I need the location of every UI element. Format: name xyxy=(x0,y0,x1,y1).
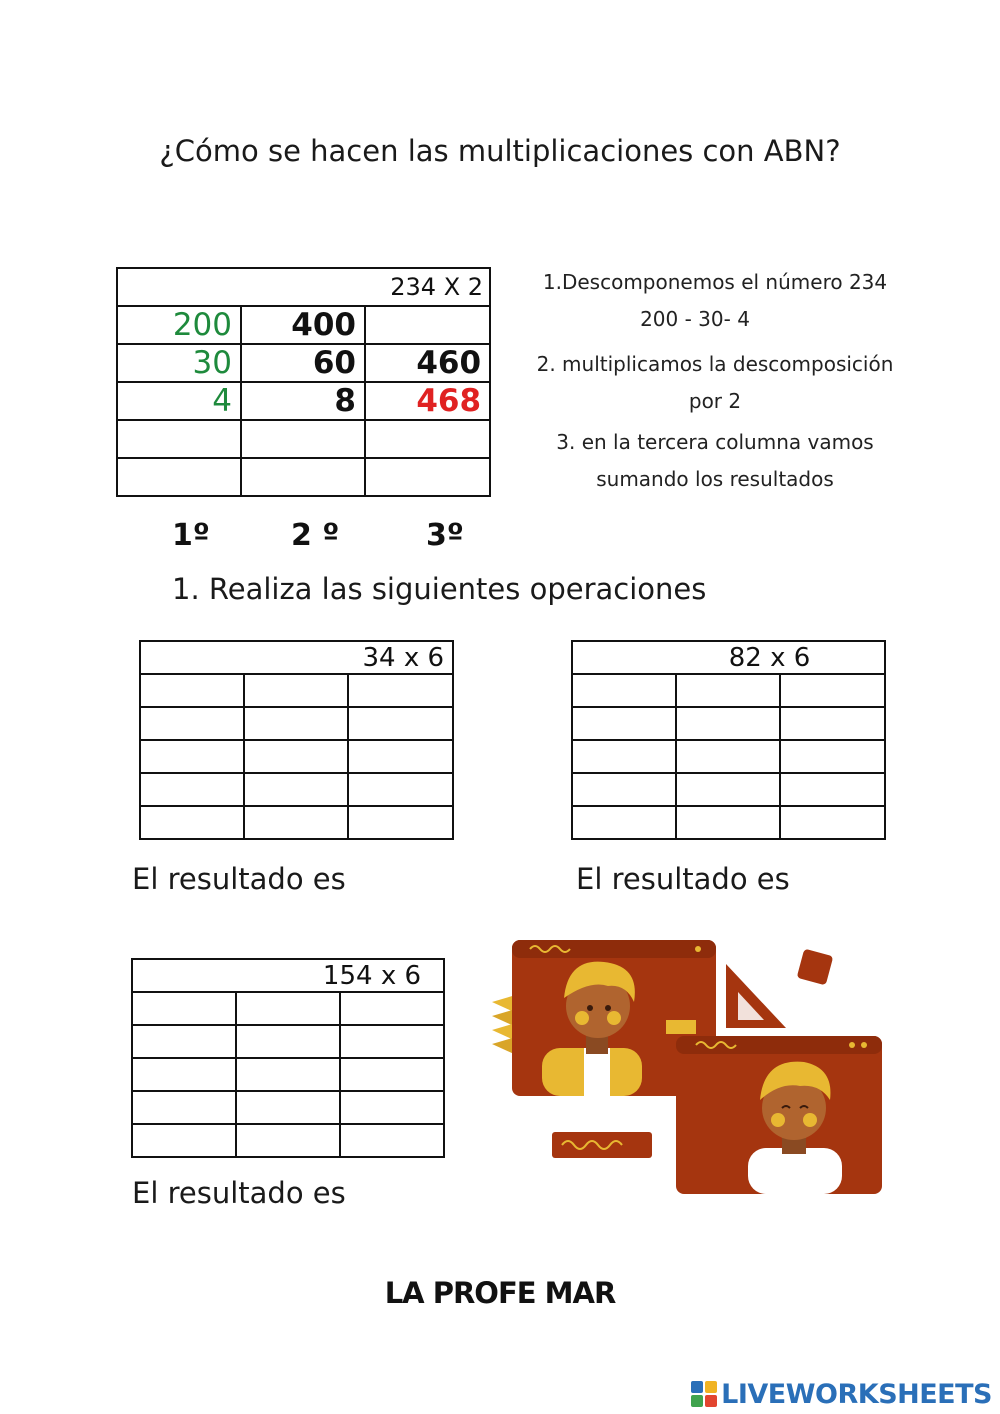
column-label-2: 2 º xyxy=(291,518,340,553)
floating-square-icon xyxy=(797,949,834,986)
wave-tag-shape xyxy=(552,1132,652,1158)
step-3-line-2: sumando los resultados xyxy=(596,467,834,491)
empty-cell xyxy=(365,458,490,496)
ruler-triangle-icon xyxy=(726,964,786,1028)
decomposition-cell: 30 xyxy=(117,344,241,382)
table-row xyxy=(117,382,490,420)
exercise-table-2 xyxy=(571,640,886,840)
answer-cell[interactable] xyxy=(780,707,885,740)
brand-name: LIVEWORKSHEETS xyxy=(721,1378,992,1410)
exercise-operation: 154 x 6 xyxy=(132,959,444,992)
table-row xyxy=(132,992,444,1025)
step-2-line-2: por 2 xyxy=(688,389,742,413)
answer-cell[interactable] xyxy=(140,806,244,839)
answer-cell[interactable] xyxy=(572,674,676,707)
video-call-illustration xyxy=(486,936,886,1198)
answer-cell[interactable] xyxy=(132,1025,236,1058)
answer-cell[interactable] xyxy=(236,1124,340,1157)
author-footer: LA PROFE MAR xyxy=(384,1276,616,1310)
step-1-line-2: 200 - 30- 4 xyxy=(640,307,750,331)
table-row xyxy=(140,740,453,773)
example-operation: 234 X 2 xyxy=(117,268,490,306)
answer-cell[interactable] xyxy=(348,806,453,839)
table-row xyxy=(572,740,885,773)
sum-cell: 460 xyxy=(365,344,490,382)
answer-cell[interactable] xyxy=(676,773,780,806)
answer-cell[interactable] xyxy=(340,1124,444,1157)
answer-cell[interactable] xyxy=(780,674,885,707)
empty-cell xyxy=(117,420,241,458)
answer-cell[interactable] xyxy=(340,1091,444,1124)
answer-cell[interactable] xyxy=(236,1025,340,1058)
decomposition-cell: 200 xyxy=(117,306,241,344)
answer-cell[interactable] xyxy=(244,674,348,707)
tag-shape xyxy=(666,1020,696,1034)
empty-cell xyxy=(241,458,365,496)
product-cell: 60 xyxy=(241,344,365,382)
column-label-1: 1º xyxy=(172,518,210,553)
answer-cell[interactable] xyxy=(132,992,236,1025)
answer-cell[interactable] xyxy=(348,773,453,806)
exercise-title: 1. Realiza las siguientes operaciones xyxy=(172,572,707,606)
exercise-table-1 xyxy=(139,640,454,840)
answer-cell[interactable] xyxy=(572,773,676,806)
answer-cell[interactable] xyxy=(140,773,244,806)
answer-cell[interactable] xyxy=(780,806,885,839)
table-row xyxy=(117,458,490,496)
table-row xyxy=(132,1058,444,1091)
answer-cell[interactable] xyxy=(244,806,348,839)
column-label-3: 3º xyxy=(426,518,464,553)
answer-cell[interactable] xyxy=(676,740,780,773)
answer-cell[interactable] xyxy=(348,740,453,773)
step-2-line-1: 2. multiplicamos la descomposición xyxy=(536,352,894,376)
table-row xyxy=(572,707,885,740)
step-3-line-1: 3. en la tercera columna vamos xyxy=(556,430,874,454)
answer-cell[interactable] xyxy=(140,740,244,773)
exercise-operation: 82 x 6 xyxy=(572,641,885,674)
brand-watermark xyxy=(691,1378,992,1410)
step-1 xyxy=(525,264,905,338)
answer-cell[interactable] xyxy=(236,1058,340,1091)
empty-cell xyxy=(117,458,241,496)
answer-cell[interactable] xyxy=(780,773,885,806)
table-row xyxy=(572,674,885,707)
answer-cell[interactable] xyxy=(132,1124,236,1157)
table-row xyxy=(117,306,490,344)
empty-cell xyxy=(241,420,365,458)
table-row xyxy=(117,344,490,382)
page-title: ¿Cómo se hacen las multiplicaciones con ABN? xyxy=(159,134,841,168)
table-row xyxy=(132,1124,444,1157)
answer-cell[interactable] xyxy=(236,992,340,1025)
result-label-1: El resultado es xyxy=(132,862,346,896)
answer-cell[interactable] xyxy=(676,707,780,740)
table-row xyxy=(140,773,453,806)
final-result-cell: 468 xyxy=(365,382,490,420)
table-row xyxy=(132,1025,444,1058)
answer-cell[interactable] xyxy=(676,674,780,707)
table-row xyxy=(572,773,885,806)
answer-cell[interactable] xyxy=(340,1058,444,1091)
answer-cell[interactable] xyxy=(676,806,780,839)
step-2 xyxy=(525,346,905,420)
answer-cell[interactable] xyxy=(140,707,244,740)
empty-cell xyxy=(365,420,490,458)
result-label-2: El resultado es xyxy=(576,862,790,896)
answer-cell[interactable] xyxy=(244,773,348,806)
answer-cell[interactable] xyxy=(244,707,348,740)
example-table xyxy=(116,267,491,497)
result-label-3: El resultado es xyxy=(132,1176,346,1210)
table-row xyxy=(140,806,453,839)
answer-cell[interactable] xyxy=(780,740,885,773)
answer-cell[interactable] xyxy=(244,740,348,773)
table-row xyxy=(140,707,453,740)
product-cell: 400 xyxy=(241,306,365,344)
answer-cell[interactable] xyxy=(132,1091,236,1124)
video-window-2 xyxy=(676,1036,882,1194)
answer-cell[interactable] xyxy=(236,1091,340,1124)
step-3 xyxy=(525,424,905,498)
answer-cell[interactable] xyxy=(572,806,676,839)
sum-cell xyxy=(365,306,490,344)
answer-cell[interactable] xyxy=(572,707,676,740)
exercise-operation: 34 x 6 xyxy=(140,641,453,674)
table-row xyxy=(140,674,453,707)
table-row xyxy=(572,806,885,839)
table-row xyxy=(132,1091,444,1124)
step-1-line-1: 1.Descomponemos el número 234 xyxy=(542,270,888,294)
decomposition-cell: 4 xyxy=(117,382,241,420)
answer-cell[interactable] xyxy=(132,1058,236,1091)
answer-cell[interactable] xyxy=(348,674,453,707)
answer-cell[interactable] xyxy=(140,674,244,707)
product-cell: 8 xyxy=(241,382,365,420)
brand-logo-icon xyxy=(691,1381,717,1407)
exercise-table-3 xyxy=(131,958,445,1158)
answer-cell[interactable] xyxy=(340,1025,444,1058)
answer-cell[interactable] xyxy=(348,707,453,740)
answer-cell[interactable] xyxy=(340,992,444,1025)
answer-cell[interactable] xyxy=(572,740,676,773)
table-row xyxy=(117,420,490,458)
